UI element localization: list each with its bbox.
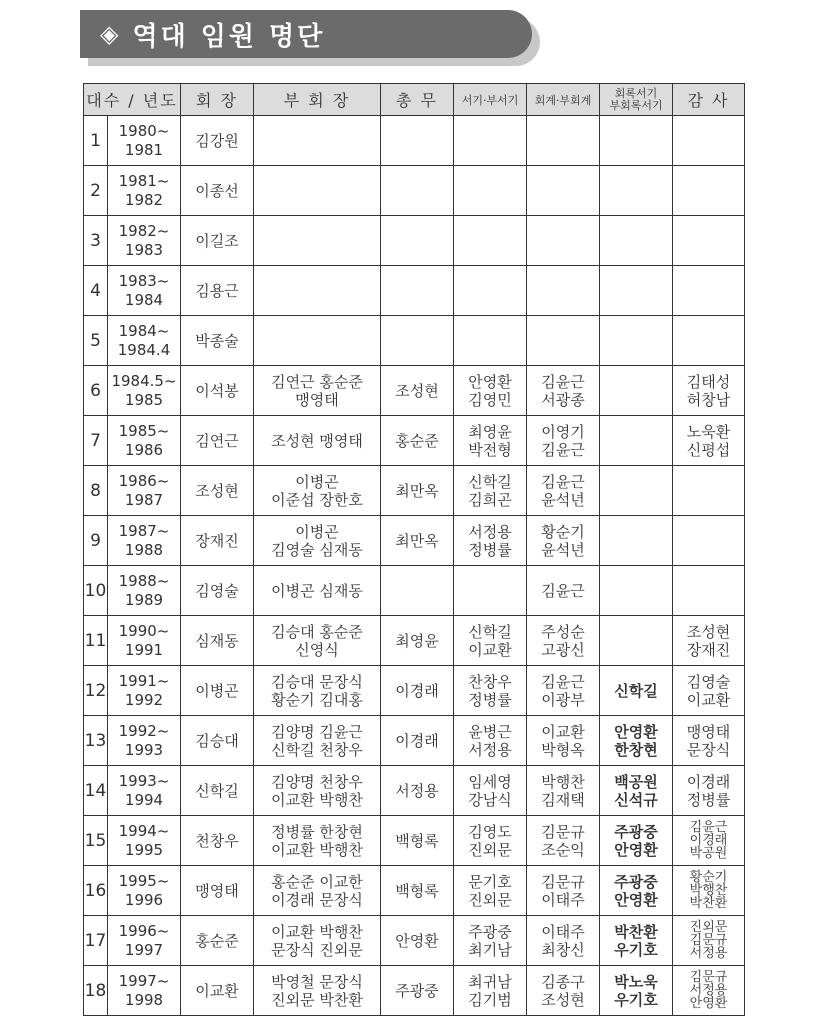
term-years: 1993~ 1994 [108, 766, 181, 816]
table-row [84, 216, 745, 266]
vice-president-names: 홍순준 이교한 이경래 문장식 [254, 866, 381, 916]
col-header-president: 회 장 [181, 84, 254, 116]
term-number: 1 [84, 116, 108, 166]
table-row [84, 916, 745, 966]
secretary-names: 신학길 이교환 [454, 616, 527, 666]
col-header-vice-president: 부 회 장 [254, 84, 381, 116]
col-header-term: 대수 / 년도 [84, 84, 181, 116]
president-name: 김용근 [181, 266, 254, 316]
general-affairs-name: 최만옥 [381, 466, 454, 516]
president-name: 김영술 [181, 566, 254, 616]
treasurer-names: 이태주 최창신 [527, 916, 600, 966]
term-number: 6 [84, 366, 108, 416]
secretary-names: 최귀남 김기범 [454, 966, 527, 1016]
vice-president-names [254, 316, 381, 366]
recorder-names: 신학길 [600, 666, 673, 716]
vice-president-names: 이교환 박행찬 문장식 진외문 [254, 916, 381, 966]
recorder-names [600, 616, 673, 666]
general-affairs-name [381, 266, 454, 316]
president-name: 박종술 [181, 316, 254, 366]
term-years: 1988~ 1989 [108, 566, 181, 616]
recorder-names [600, 566, 673, 616]
president-name: 김연근 [181, 416, 254, 466]
vice-president-names: 조성현 맹영태 [254, 416, 381, 466]
term-years: 1984.5~ 1985 [108, 366, 181, 416]
vice-president-names [254, 216, 381, 266]
term-number: 5 [84, 316, 108, 366]
table-header-row [84, 84, 745, 116]
president-name: 이교환 [181, 966, 254, 1016]
secretary-names: 문기호 진외문 [454, 866, 527, 916]
secretary-names [454, 116, 527, 166]
vice-president-names [254, 116, 381, 166]
table-row [84, 866, 745, 916]
general-affairs-name: 이경래 [381, 716, 454, 766]
auditor-names [673, 216, 745, 266]
secretary-names: 주광중 최기남 [454, 916, 527, 966]
term-number: 15 [84, 816, 108, 866]
term-years: 1980~ 1981 [108, 116, 181, 166]
auditor-names: 진외문 김문규 서정용 [673, 916, 745, 966]
auditor-names: 황순기 박행찬 박찬환 [673, 866, 745, 916]
table-row [84, 516, 745, 566]
secretary-names [454, 266, 527, 316]
term-years: 1986~ 1987 [108, 466, 181, 516]
general-affairs-name: 백형록 [381, 816, 454, 866]
recorder-names [600, 316, 673, 366]
term-number: 7 [84, 416, 108, 466]
term-years: 1982~ 1983 [108, 216, 181, 266]
term-number: 17 [84, 916, 108, 966]
vice-president-names: 정병률 한창현 이교환 박행찬 [254, 816, 381, 866]
table-row [84, 466, 745, 516]
secretary-names: 찬창우 정병률 [454, 666, 527, 716]
secretary-names: 최영윤 박전형 [454, 416, 527, 466]
term-years: 1987~ 1988 [108, 516, 181, 566]
term-number: 12 [84, 666, 108, 716]
president-name: 조성현 [181, 466, 254, 516]
recorder-names: 안영환 한창현 [600, 716, 673, 766]
vice-president-names: 김양명 천창우 이교환 박행찬 [254, 766, 381, 816]
auditor-names [673, 166, 745, 216]
secretary-names [454, 166, 527, 216]
secretary-names [454, 316, 527, 366]
recorder-names [600, 216, 673, 266]
vice-president-names: 박영철 문장식 진외문 박찬환 [254, 966, 381, 1016]
treasurer-names: 김윤근 이광부 [527, 666, 600, 716]
president-name: 이종선 [181, 166, 254, 216]
auditor-names: 김영술 이교환 [673, 666, 745, 716]
general-affairs-name: 서정용 [381, 766, 454, 816]
treasurer-names [527, 116, 600, 166]
recorder-names [600, 166, 673, 216]
treasurer-names [527, 316, 600, 366]
general-affairs-name [381, 116, 454, 166]
general-affairs-name: 조성현 [381, 366, 454, 416]
vice-president-names: 김양명 김윤근 신학길 천창우 [254, 716, 381, 766]
table-row [84, 416, 745, 466]
treasurer-names: 김종구 조성현 [527, 966, 600, 1016]
general-affairs-name: 주광중 [381, 966, 454, 1016]
term-number: 9 [84, 516, 108, 566]
table-row [84, 166, 745, 216]
president-name: 장재진 [181, 516, 254, 566]
term-number: 2 [84, 166, 108, 216]
auditor-names: 김윤근 이경래 박공원 [673, 816, 745, 866]
treasurer-names [527, 216, 600, 266]
treasurer-names: 김윤근 [527, 566, 600, 616]
general-affairs-name [381, 216, 454, 266]
president-name: 맹영태 [181, 866, 254, 916]
table-row [84, 616, 745, 666]
table-row [84, 766, 745, 816]
auditor-names [673, 566, 745, 616]
page-title: 역대 임원 명단 [132, 21, 326, 52]
table-row [84, 266, 745, 316]
table-row [84, 366, 745, 416]
banner-face [80, 10, 532, 58]
term-years: 1984~ 1984.4 [108, 316, 181, 366]
treasurer-names: 황순기 윤석년 [527, 516, 600, 566]
president-name: 이병곤 [181, 666, 254, 716]
term-years: 1996~ 1997 [108, 916, 181, 966]
recorder-names: 박찬환 우기호 [600, 916, 673, 966]
general-affairs-name: 안영환 [381, 916, 454, 966]
general-affairs-name [381, 166, 454, 216]
general-affairs-name: 최만옥 [381, 516, 454, 566]
treasurer-names: 김문규 조순익 [527, 816, 600, 866]
col-header-secretary: 서기·부서기 [454, 84, 527, 116]
treasurer-names: 이교환 박형옥 [527, 716, 600, 766]
president-name: 김승대 [181, 716, 254, 766]
section-banner [80, 10, 532, 58]
table-row [84, 566, 745, 616]
treasurer-names [527, 166, 600, 216]
auditor-names [673, 516, 745, 566]
general-affairs-name: 최영윤 [381, 616, 454, 666]
auditor-names [673, 266, 745, 316]
col-header-treasurer: 회계·부회계 [527, 84, 600, 116]
col-header-recorder: 회록서기 부회록서기 [600, 84, 673, 116]
secretary-names: 안영환 김영민 [454, 366, 527, 416]
treasurer-names: 김윤근 서광종 [527, 366, 600, 416]
term-years: 1992~ 1993 [108, 716, 181, 766]
recorder-names [600, 416, 673, 466]
vice-president-names [254, 266, 381, 316]
general-affairs-name: 백형록 [381, 866, 454, 916]
vice-president-names: 김승대 문장식 황순기 김대홍 [254, 666, 381, 716]
term-years: 1983~ 1984 [108, 266, 181, 316]
col-header-general-affairs: 총 무 [381, 84, 454, 116]
president-name: 이길조 [181, 216, 254, 266]
recorder-names: 백공원 신석규 [600, 766, 673, 816]
secretary-names [454, 566, 527, 616]
table-row [84, 116, 745, 166]
diamond-icon: ◈ [100, 20, 119, 48]
treasurer-names [527, 266, 600, 316]
term-number: 3 [84, 216, 108, 266]
auditor-names: 김태성 허창남 [673, 366, 745, 416]
term-years: 1990~ 1991 [108, 616, 181, 666]
term-years: 1994~ 1995 [108, 816, 181, 866]
recorder-names [600, 266, 673, 316]
auditor-names: 노욱환 신평섭 [673, 416, 745, 466]
president-name: 심재동 [181, 616, 254, 666]
president-name: 이석봉 [181, 366, 254, 416]
auditor-names [673, 316, 745, 366]
auditor-names: 김문규 서정용 안영환 [673, 966, 745, 1016]
president-name: 홍순준 [181, 916, 254, 966]
treasurer-names: 김문규 이태주 [527, 866, 600, 916]
col-header-auditor: 감 사 [673, 84, 745, 116]
table-row [84, 716, 745, 766]
vice-president-names: 이병곤 심재동 [254, 566, 381, 616]
vice-president-names: 이병곤 이준섭 장한호 [254, 466, 381, 516]
recorder-names [600, 516, 673, 566]
secretary-names: 신학길 김희곤 [454, 466, 527, 516]
secretary-names: 임세영 강남식 [454, 766, 527, 816]
president-name: 신학길 [181, 766, 254, 816]
secretary-names: 윤병근 서정용 [454, 716, 527, 766]
president-name: 김강원 [181, 116, 254, 166]
general-affairs-name [381, 316, 454, 366]
table-row [84, 316, 745, 366]
term-number: 18 [84, 966, 108, 1016]
treasurer-names: 박행찬 김재택 [527, 766, 600, 816]
term-years: 1991~ 1992 [108, 666, 181, 716]
secretary-names: 서정용 정병률 [454, 516, 527, 566]
recorder-names: 주광중 안영환 [600, 866, 673, 916]
auditor-names: 이경래 정병률 [673, 766, 745, 816]
term-number: 4 [84, 266, 108, 316]
term-number: 11 [84, 616, 108, 666]
term-number: 13 [84, 716, 108, 766]
term-years: 1997~ 1998 [108, 966, 181, 1016]
recorder-names [600, 116, 673, 166]
vice-president-names [254, 166, 381, 216]
table-row [84, 966, 745, 1016]
vice-president-names: 김연근 홍순준 맹영태 [254, 366, 381, 416]
auditor-names [673, 466, 745, 516]
term-years: 1985~ 1986 [108, 416, 181, 466]
term-number: 8 [84, 466, 108, 516]
secretary-names: 김영도 진외문 [454, 816, 527, 866]
term-years: 1981~ 1982 [108, 166, 181, 216]
general-affairs-name: 홍순준 [381, 416, 454, 466]
term-years: 1995~ 1996 [108, 866, 181, 916]
treasurer-names: 주성순 고광신 [527, 616, 600, 666]
vice-president-names: 김승대 홍순준 신영식 [254, 616, 381, 666]
general-affairs-name [381, 566, 454, 616]
recorder-names: 박노욱 우기호 [600, 966, 673, 1016]
treasurer-names: 이영기 김윤근 [527, 416, 600, 466]
president-name: 천창우 [181, 816, 254, 866]
recorder-names [600, 366, 673, 416]
table-row [84, 666, 745, 716]
officers-table [83, 83, 745, 1016]
table-row [84, 816, 745, 866]
term-number: 10 [84, 566, 108, 616]
term-number: 14 [84, 766, 108, 816]
general-affairs-name: 이경래 [381, 666, 454, 716]
treasurer-names: 김윤근 윤석년 [527, 466, 600, 516]
auditor-names: 조성현 장재진 [673, 616, 745, 666]
auditor-names [673, 116, 745, 166]
recorder-names [600, 466, 673, 516]
secretary-names [454, 216, 527, 266]
term-number: 16 [84, 866, 108, 916]
auditor-names: 맹영태 문장식 [673, 716, 745, 766]
vice-president-names: 이병곤 김영술 심재동 [254, 516, 381, 566]
recorder-names: 주광중 안영환 [600, 816, 673, 866]
